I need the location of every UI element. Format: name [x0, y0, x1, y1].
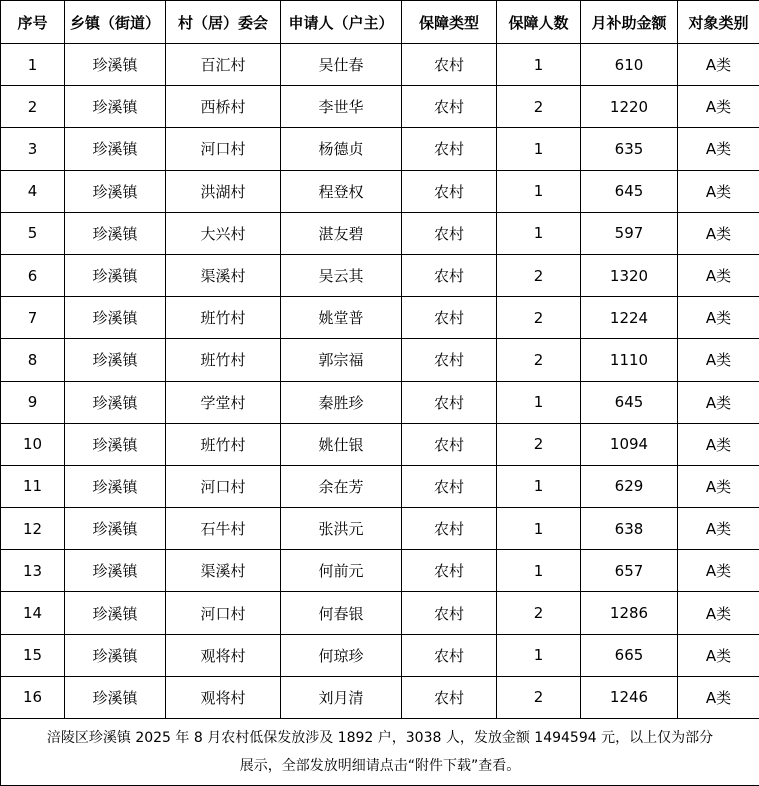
cell-col-amount: 1286: [581, 592, 678, 634]
cell-col-township: 珍溪镇: [65, 634, 166, 676]
header-col-village: 村（居）委会: [166, 1, 281, 44]
table-row: [1, 339, 759, 381]
cell-col-applicant: 郭宗福: [281, 339, 402, 381]
cell-col-applicant: 何前元: [281, 550, 402, 592]
table-row: [1, 634, 759, 676]
cell-col-persons: 1: [497, 170, 581, 212]
cell-col-type: 农村: [402, 297, 497, 339]
header-col-category: 对象类别: [678, 1, 759, 44]
table-row: [1, 86, 759, 128]
cell-col-type: 农村: [402, 339, 497, 381]
cell-col-village: 河口村: [166, 128, 281, 170]
header-col-persons: 保障人数: [497, 1, 581, 44]
cell-col-persons: 2: [497, 86, 581, 128]
cell-col-township: 珍溪镇: [65, 212, 166, 254]
cell-col-category: A类: [678, 212, 759, 254]
cell-col-village: 洪湖村: [166, 170, 281, 212]
cell-col-category: A类: [678, 170, 759, 212]
cell-col-persons: 1: [497, 128, 581, 170]
cell-col-applicant: 湛友碧: [281, 212, 402, 254]
cell-col-applicant: 姚堂普: [281, 297, 402, 339]
cell-col-village: 班竹村: [166, 423, 281, 465]
cell-col-persons: 1: [497, 465, 581, 507]
cell-col-village: 学堂村: [166, 381, 281, 423]
cell-col-township: 珍溪镇: [65, 86, 166, 128]
cell-col-category: A类: [678, 423, 759, 465]
cell-col-category: A类: [678, 297, 759, 339]
cell-col-type: 农村: [402, 465, 497, 507]
cell-col-type: 农村: [402, 592, 497, 634]
cell-col-amount: 657: [581, 550, 678, 592]
cell-col-amount: 665: [581, 634, 678, 676]
cell-col-category: A类: [678, 128, 759, 170]
table-row: [1, 508, 759, 550]
cell-col-township: 珍溪镇: [65, 550, 166, 592]
cell-col-index: 14: [1, 592, 65, 634]
summary-note-line1: 涪陵区珍溪镇 2025 年 8 月农村低保发放涉及 1892 户，3038 人，发放金额 1494594 元，以上仅为部分: [46, 730, 714, 746]
cell-col-persons: 1: [497, 550, 581, 592]
table-row: [1, 381, 759, 423]
cell-col-index: 15: [1, 634, 65, 676]
cell-col-index: 10: [1, 423, 65, 465]
cell-col-amount: 645: [581, 170, 678, 212]
header-col-type: 保障类型: [402, 1, 497, 44]
cell-col-amount: 1246: [581, 676, 678, 718]
cell-col-persons: 1: [497, 381, 581, 423]
cell-col-applicant: 刘月清: [281, 676, 402, 718]
cell-col-amount: 635: [581, 128, 678, 170]
cell-col-village: 观将村: [166, 676, 281, 718]
cell-col-township: 珍溪镇: [65, 254, 166, 296]
cell-col-category: A类: [678, 634, 759, 676]
cell-col-township: 珍溪镇: [65, 508, 166, 550]
cell-col-category: A类: [678, 44, 759, 86]
cell-col-type: 农村: [402, 212, 497, 254]
cell-col-type: 农村: [402, 170, 497, 212]
cell-col-type: 农村: [402, 381, 497, 423]
cell-col-applicant: 何琼珍: [281, 634, 402, 676]
cell-col-index: 7: [1, 297, 65, 339]
table-row: [1, 44, 759, 86]
table-row: [1, 212, 759, 254]
cell-col-applicant: 李世华: [281, 86, 402, 128]
cell-col-index: 1: [1, 44, 65, 86]
cell-col-type: 农村: [402, 44, 497, 86]
cell-col-index: 11: [1, 465, 65, 507]
cell-col-amount: 1110: [581, 339, 678, 381]
table-row: [1, 465, 759, 507]
cell-col-applicant: 张洪元: [281, 508, 402, 550]
cell-col-township: 珍溪镇: [65, 465, 166, 507]
cell-col-amount: 1224: [581, 297, 678, 339]
cell-col-category: A类: [678, 339, 759, 381]
cell-col-index: 2: [1, 86, 65, 128]
cell-col-category: A类: [678, 508, 759, 550]
cell-col-persons: 1: [497, 44, 581, 86]
cell-col-type: 农村: [402, 634, 497, 676]
cell-col-category: A类: [678, 381, 759, 423]
table-row: [1, 423, 759, 465]
cell-col-category: A类: [678, 465, 759, 507]
cell-col-category: A类: [678, 592, 759, 634]
cell-col-amount: 638: [581, 508, 678, 550]
header-col-index: 序号: [1, 1, 65, 44]
cell-col-persons: 1: [497, 212, 581, 254]
table-row: [1, 254, 759, 296]
cell-col-village: 班竹村: [166, 297, 281, 339]
cell-col-category: A类: [678, 254, 759, 296]
cell-col-township: 珍溪镇: [65, 381, 166, 423]
summary-note: [1, 719, 759, 786]
cell-col-index: 9: [1, 381, 65, 423]
cell-col-type: 农村: [402, 254, 497, 296]
cell-col-amount: 1320: [581, 254, 678, 296]
cell-col-village: 石牛村: [166, 508, 281, 550]
cell-col-village: 渠溪村: [166, 550, 281, 592]
table-header-row: [1, 1, 759, 44]
cell-col-persons: 1: [497, 634, 581, 676]
cell-col-index: 12: [1, 508, 65, 550]
cell-col-persons: 2: [497, 676, 581, 718]
header-col-township: 乡镇（街道）: [65, 1, 166, 44]
cell-col-amount: 1220: [581, 86, 678, 128]
cell-col-village: 百汇村: [166, 44, 281, 86]
note-row: [1, 719, 759, 786]
cell-col-index: 16: [1, 676, 65, 718]
header-col-amount: 月补助金额: [581, 1, 678, 44]
cell-col-amount: 1094: [581, 423, 678, 465]
cell-col-applicant: 余在芳: [281, 465, 402, 507]
table-row: [1, 550, 759, 592]
cell-col-index: 5: [1, 212, 65, 254]
cell-col-applicant: 程登权: [281, 170, 402, 212]
cell-col-index: 13: [1, 550, 65, 592]
cell-col-type: 农村: [402, 508, 497, 550]
cell-col-township: 珍溪镇: [65, 676, 166, 718]
cell-col-applicant: 姚仕银: [281, 423, 402, 465]
table-row: [1, 592, 759, 634]
cell-col-type: 农村: [402, 86, 497, 128]
cell-col-village: 大兴村: [166, 212, 281, 254]
cell-col-index: 8: [1, 339, 65, 381]
cell-col-village: 西桥村: [166, 86, 281, 128]
table-row: [1, 128, 759, 170]
summary-note-line2: 展示，全部发放明细请点击“附件下载”查看。: [239, 758, 521, 774]
header-col-applicant: 申请人（户主）: [281, 1, 402, 44]
cell-col-persons: 2: [497, 339, 581, 381]
cell-col-village: 渠溪村: [166, 254, 281, 296]
cell-col-applicant: 吴仕春: [281, 44, 402, 86]
cell-col-township: 珍溪镇: [65, 592, 166, 634]
cell-col-category: A类: [678, 86, 759, 128]
cell-col-township: 珍溪镇: [65, 128, 166, 170]
cell-col-index: 3: [1, 128, 65, 170]
cell-col-persons: 1: [497, 508, 581, 550]
cell-col-village: 河口村: [166, 465, 281, 507]
cell-col-type: 农村: [402, 550, 497, 592]
cell-col-village: 观将村: [166, 634, 281, 676]
cell-col-amount: 629: [581, 465, 678, 507]
cell-col-applicant: 何春银: [281, 592, 402, 634]
cell-col-type: 农村: [402, 128, 497, 170]
cell-col-amount: 645: [581, 381, 678, 423]
cell-col-applicant: 杨德贞: [281, 128, 402, 170]
cell-col-applicant: 吴云其: [281, 254, 402, 296]
cell-col-township: 珍溪镇: [65, 170, 166, 212]
cell-col-type: 农村: [402, 423, 497, 465]
cell-col-township: 珍溪镇: [65, 44, 166, 86]
cell-col-township: 珍溪镇: [65, 423, 166, 465]
cell-col-township: 珍溪镇: [65, 339, 166, 381]
cell-col-amount: 610: [581, 44, 678, 86]
cell-col-index: 6: [1, 254, 65, 296]
cell-col-persons: 2: [497, 254, 581, 296]
cell-col-category: A类: [678, 676, 759, 718]
table-row: [1, 676, 759, 718]
cell-col-type: 农村: [402, 676, 497, 718]
table-row: [1, 297, 759, 339]
cell-col-persons: 2: [497, 592, 581, 634]
cell-col-village: 河口村: [166, 592, 281, 634]
cell-col-persons: 2: [497, 423, 581, 465]
cell-col-index: 4: [1, 170, 65, 212]
table-row: [1, 170, 759, 212]
cell-col-amount: 597: [581, 212, 678, 254]
cell-col-village: 班竹村: [166, 339, 281, 381]
cell-col-persons: 2: [497, 297, 581, 339]
cell-col-township: 珍溪镇: [65, 297, 166, 339]
cell-col-applicant: 秦胜珍: [281, 381, 402, 423]
cell-col-category: A类: [678, 550, 759, 592]
